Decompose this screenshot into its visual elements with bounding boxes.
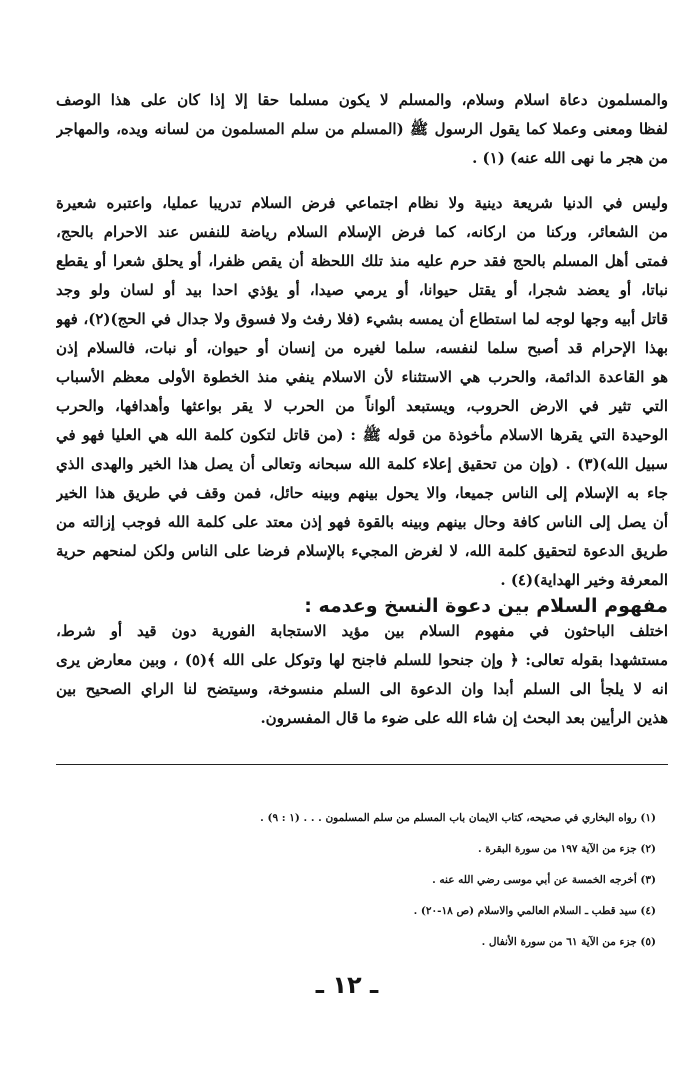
text-line: أن يصل إلى الناس كافة وحال بينهم وبينه بالقوة فهو إذن معتد على كلمة الله فوجب إزالته من xyxy=(56,513,668,531)
text-line: اختلف الباحثون في مفهوم السلام بين مؤيد الاستجابة الفورية دون قيد أو شرط، xyxy=(56,622,668,640)
text-line: والمسلمون دعاة اسلام وسلام، والمسلم لا يكون مسلما حقا إلا إذا كان على هذا الوصف xyxy=(56,91,668,109)
footnote-divider xyxy=(56,764,668,765)
paragraph-3 xyxy=(56,617,668,733)
text-line: نباتا، أو يعضد شجرا، أو يقتل حيوانا، أو يرمي صيدا، أو يؤذي احدا بيد أو لسان ولو وجد xyxy=(56,281,668,299)
text-line: سبيل الله)(٣) . (وإن من تحقيق إعلاء كلمة الله سبحانه وتعالى أن يصل هذا الخير والهدى الذي xyxy=(56,455,668,473)
footnote: (٢) جزء من الآية ١٩٧ من سورة البقرة . xyxy=(477,843,656,855)
text-line: مستشهدا بقوله تعالى: ﴿ وإن جنحوا للسلم فاجنح لها وتوكل على الله ﴾(٥) ، وبين معارض يرى xyxy=(56,651,668,669)
text-line: انه لا يلجأ الى السلم أبدا وان الدعوة الى السلم منسوخة، وسيتضح لنا الراي الصحيح بين xyxy=(56,680,668,698)
text-line: التي تثير في الارض الحروب، ويستبعد ألواناً من الحرب لا يقر بواعثها وأهدافها، والحرب xyxy=(56,397,668,415)
text-line: جاء به الإسلام إلى الناس جميعا، والا يحول بينهم وبينه حائل، فمن وقف في طريق هذا الخير xyxy=(56,484,668,502)
text-line: لفظا ومعنى وعملا كما يقول الرسول ﷺ (المسلم من سلم المسلمون من لسانه ويده، والمهاجر xyxy=(56,120,668,138)
text-line: طريق الدعوة لتحقيق كلمة الله، لا لغرض المجيء بالإسلام فرضا على الناس ولكن لمنحهم حرية xyxy=(56,542,668,560)
text-line: الوحيدة التي يقرها الاسلام مأخوذة من قوله ﷺ : (من قاتل لتكون كلمة الله هي العليا فهو في xyxy=(56,426,668,444)
text-line: من هجر ما نهى الله عنه) (١) . xyxy=(472,149,668,167)
text-line: قاتل أبيه وجها لوجه لما استطاع أن يمسه بشيء (فلا رفث ولا فسوق ولا جدال في الحج)(٢)، فهو xyxy=(56,310,668,328)
footnote: (٥) جزء من الآية ٦١ من سورة الأنفال . xyxy=(481,936,656,948)
footnote: (٣) أخرجه الخمسة عن أبي موسى رضي الله عنه . xyxy=(432,874,656,886)
page-number: ـ ١٢ ـ xyxy=(315,971,379,999)
text-line: بهذا الإحرام قد أصبح سلما لنفسه، سلما لغيره من إنسان أو حيوان، أو نبات، فالسلام إذن xyxy=(56,339,668,357)
footnote: (١) رواه البخاري في صحيحه، كتاب الايمان باب المسلم من سلم المسلمون . . . (١ : ٩) . xyxy=(260,812,656,824)
footnote: (٤) سيد قطب ـ السلام العالمي والاسلام (ص ١٨-٢٠) . xyxy=(413,905,656,917)
paragraph-2 xyxy=(56,189,668,595)
text-line: المعرفة وخير الهداية)(٤) . xyxy=(500,571,668,589)
text-line: هذين الرأيين بعد البحث إن شاء الله على ضوء ما قال المفسرون. xyxy=(260,709,668,727)
text-line: هو القاعدة الدائمة، والحرب هي الاستثناء لأن الاسلام ينفي منذ الخطوة الأولى معظم الأسباب xyxy=(56,368,668,386)
text-line: من الشعائر، وركنا من اركانه، كما فرض الإسلام السلام رياضة للنفس عند الاحرام بالحج، xyxy=(56,223,668,241)
section-heading: مفهوم السلام بين دعوة النسخ وعدمه : xyxy=(304,595,668,617)
paragraph-1 xyxy=(56,86,668,173)
footnotes-list xyxy=(56,803,668,958)
text-line: فمتى أهل المسلم بالحج فقد حرم عليه منذ تلك اللحظة أن يقص ظفرا، أو يحلق شعرا أو يقطع xyxy=(56,252,668,270)
text-line: وليس في الدنيا شريعة دينية ولا نظام اجتماعي فرض السلام تدريبا عمليا، واعتبره شعيرة xyxy=(56,194,668,212)
